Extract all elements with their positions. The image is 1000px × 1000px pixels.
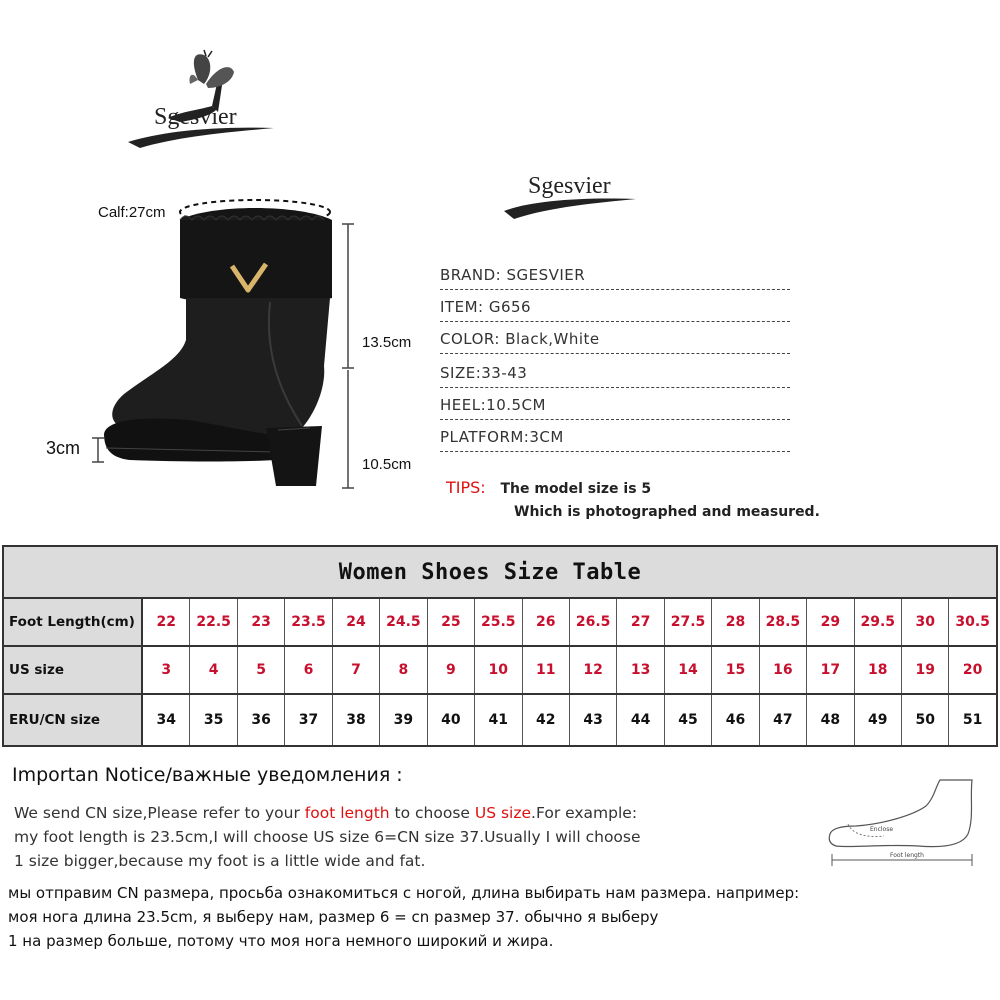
table-cell: 44 (617, 695, 664, 745)
table-row (4, 695, 996, 745)
heel-measure-label: 10.5cm (362, 456, 412, 473)
table-cell: 4 (190, 647, 237, 693)
table-cell: 13 (617, 647, 664, 693)
table-cell: 48 (807, 695, 854, 745)
table-cell: 42 (523, 695, 570, 745)
table-cell: 24 (333, 599, 380, 645)
notice-ru-line-2: моя нога длина 23.5cm, я выберу нам, размер 6 = cn размер 37. обычно я выберу (8, 908, 659, 926)
table-row (4, 647, 996, 695)
table-cell: 7 (333, 647, 380, 693)
table-cell: 41 (475, 695, 522, 745)
notice-ru-line-3: 1 на размер больше, потому что моя нога немного широкий и жира. (8, 932, 554, 950)
table-row-header: US size (4, 647, 143, 693)
table-cell: 9 (428, 647, 475, 693)
table-cell: 3 (143, 647, 190, 693)
spec-color: COLOR: Black,White (440, 330, 790, 354)
spec-brand: BRAND: SGESVIER (440, 266, 790, 290)
table-cell: 39 (380, 695, 427, 745)
notice-en-text: to choose (389, 804, 475, 822)
table-row-header: ERU/CN size (4, 695, 143, 745)
table-cell: 5 (238, 647, 285, 693)
table-cell: 43 (570, 695, 617, 745)
table-cell: 16 (760, 647, 807, 693)
table-row (4, 599, 996, 647)
table-cell: 10 (475, 647, 522, 693)
table-cell: 27 (617, 599, 664, 645)
notice-en-text: .For example: (531, 804, 638, 822)
table-cell: 36 (238, 695, 285, 745)
table-cell: 17 (807, 647, 854, 693)
spec-heel: HEEL:10.5CM (440, 396, 790, 420)
table-cell: 24.5 (380, 599, 427, 645)
table-cell: 47 (760, 695, 807, 745)
foot-diagram-length-label: Foot length (890, 852, 924, 859)
foot-diagram-enclose-label: Enclose (870, 826, 894, 833)
foot-diagram (822, 778, 982, 873)
size-table-title-text: Women Shoes Size Table (338, 559, 642, 585)
tips (446, 478, 651, 497)
platform-measure-label: 3cm (46, 438, 81, 458)
table-cell: 38 (333, 695, 380, 745)
tips-label: TIPS: (446, 478, 486, 497)
notice-en-line-1 (14, 804, 637, 822)
table-row-header: Foot Length(cm) (4, 599, 143, 645)
table-cell: 25 (428, 599, 475, 645)
table-cell: 26.5 (570, 599, 617, 645)
brand-logo-text: Sgesvier (154, 104, 237, 130)
table-cell: 20 (962, 662, 983, 678)
table-cell: 15 (712, 647, 759, 693)
table-cell: 19 (902, 647, 949, 693)
table-cell: 28.5 (760, 599, 807, 645)
table-cell: 22.5 (190, 599, 237, 645)
brand-logo (120, 40, 280, 160)
notice-title: Importan Notice/важные уведомления : (12, 764, 403, 786)
table-cell: 30 (902, 599, 949, 645)
table-cell: 23 (238, 599, 285, 645)
spec-platform: PLATFORM:3CM (440, 428, 790, 452)
butterfly-heel-icon (120, 40, 280, 160)
table-cell: 28 (712, 599, 759, 645)
table-cell: 26 (523, 599, 570, 645)
notice-en-line-3: 1 size bigger,because my foot is a little wide and fat. (14, 852, 426, 870)
notice-ru-line-1: мы отправим CN размера, просьба ознакомиться с ногой, длина выбирать нам размера. например: (8, 884, 800, 902)
spec-size: SIZE:33-43 (440, 364, 790, 388)
table-cell: 50 (902, 695, 949, 745)
brand-logo-secondary-text: Sgesvier (528, 173, 611, 199)
table-cell: 25.5 (475, 599, 522, 645)
boot-illustration (40, 190, 440, 500)
table-cell: 45 (665, 695, 712, 745)
table-cell: 11 (523, 647, 570, 693)
table-cell: 51 (962, 712, 983, 728)
table-cell: 40 (428, 695, 475, 745)
table-cell: 35 (190, 695, 237, 745)
table-cell: 29 (807, 599, 854, 645)
spec-item: ITEM: G656 (440, 298, 790, 322)
table-cell: 12 (570, 647, 617, 693)
notice-en-text: We send CN size,Please refer to your (14, 804, 305, 822)
tips-line-2: Which is photographed and measured. (514, 504, 820, 520)
table-cell: 30.5 (955, 614, 990, 630)
table-cell: 22 (143, 599, 190, 645)
shaft-measure-label: 13.5cm (362, 334, 412, 351)
notice-en-highlight-foot-length: foot length (304, 804, 390, 822)
table-cell: 37 (285, 695, 332, 745)
calf-measure-label: Calf:27cm (98, 204, 166, 221)
notice-en-line-2: my foot length is 23.5cm,I will choose US size 6=CN size 37.Usually I will choose (14, 828, 641, 846)
table-cell: 46 (712, 695, 759, 745)
table-cell: 27.5 (665, 599, 712, 645)
table-cell: 34 (143, 695, 190, 745)
table-cell: 6 (285, 647, 332, 693)
table-cell: 8 (380, 647, 427, 693)
brand-logo-secondary (500, 165, 640, 225)
table-cell: 14 (665, 647, 712, 693)
table-cell: 23.5 (285, 599, 332, 645)
table-cell: 29.5 (855, 599, 902, 645)
size-table (2, 545, 998, 747)
table-cell: 49 (855, 695, 902, 745)
notice-en-highlight-us-size: US size (474, 804, 532, 822)
tips-line-1: The model size is 5 (500, 481, 652, 497)
size-table-title (4, 547, 996, 599)
table-cell: 18 (855, 647, 902, 693)
